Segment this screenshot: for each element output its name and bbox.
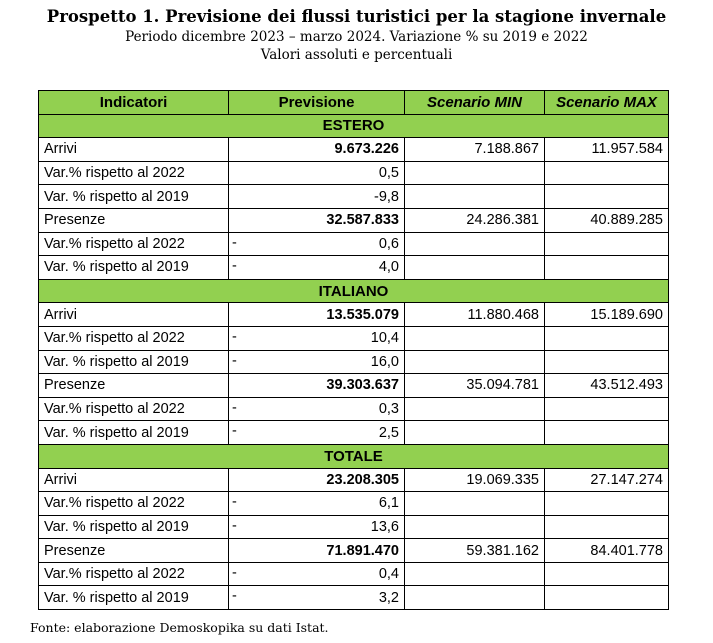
table-row (39, 492, 669, 516)
header-previsione: Previsione (229, 91, 405, 115)
indicator-label: Var. % rispetto al 2019 (39, 586, 229, 610)
scenario-max-value (545, 397, 669, 421)
previsione-value: 0,4 (378, 566, 399, 583)
source-note: Fonte: elaborazione Demoskopika su dati Istat. (30, 620, 329, 635)
previsione-cell (229, 374, 405, 398)
header-scenario-min: Scenario MIN (405, 91, 545, 115)
indicator-label: Arrivi (39, 138, 229, 162)
table-row (39, 208, 669, 232)
previsione-value: 39.303.637 (326, 377, 399, 394)
previsione-cell (229, 562, 405, 586)
table-row (39, 350, 669, 374)
previsione-cell (229, 586, 405, 610)
dash-mark: - (232, 234, 237, 251)
previsione-value: 71.891.470 (326, 542, 399, 559)
section-title: TOTALE (39, 444, 669, 468)
scenario-max-value (545, 562, 669, 586)
previsione-cell (229, 208, 405, 232)
scenario-max-value: 27.147.274 (545, 468, 669, 492)
previsione-cell (229, 303, 405, 327)
indicator-label: Var.% rispetto al 2022 (39, 232, 229, 256)
scenario-max-value (545, 161, 669, 185)
scenario-max-value: 40.889.285 (545, 208, 669, 232)
dash-mark: - (232, 517, 237, 534)
scenario-max-value: 15.189.690 (545, 303, 669, 327)
page-title: Prospetto 1. Previsione dei flussi turistici per la stagione invernale (46, 7, 667, 26)
previsione-cell (229, 256, 405, 280)
scenario-max-value (545, 421, 669, 445)
scenario-max-value (545, 326, 669, 350)
header-indicatori: Indicatori (39, 91, 229, 115)
table-row (39, 326, 669, 350)
scenario-min-value: 24.286.381 (405, 208, 545, 232)
table-row (39, 586, 669, 610)
section-row-totale (39, 444, 669, 468)
indicator-label: Var.% rispetto al 2022 (39, 562, 229, 586)
previsione-cell (229, 161, 405, 185)
indicator-label: Var. % rispetto al 2019 (39, 256, 229, 280)
header-row (39, 91, 669, 115)
scenario-max-value (545, 350, 669, 374)
table-body (39, 114, 669, 609)
indicator-label: Presenze (39, 539, 229, 563)
table-row (39, 468, 669, 492)
indicator-label: Var.% rispetto al 2022 (39, 326, 229, 350)
dash-mark: - (232, 423, 237, 440)
previsione-value: 4,0 (378, 259, 399, 276)
indicator-label: Var.% rispetto al 2022 (39, 161, 229, 185)
indicator-label: Var. % rispetto al 2019 (39, 515, 229, 539)
table-row (39, 421, 669, 445)
scenario-min-value (405, 515, 545, 539)
scenario-min-value (405, 397, 545, 421)
previsione-value: 3,2 (378, 589, 399, 606)
scenario-min-value: 35.094.781 (405, 374, 545, 398)
previsione-value: 32.587.833 (326, 212, 399, 229)
scenario-min-value (405, 326, 545, 350)
page-subtitle-2: Valori assoluti e percentuali (260, 47, 453, 63)
previsione-cell (229, 515, 405, 539)
scenario-max-value (545, 256, 669, 280)
indicator-label: Var. % rispetto al 2019 (39, 185, 229, 209)
scenario-min-value (405, 161, 545, 185)
scenario-max-value: 43.512.493 (545, 374, 669, 398)
dash-mark: - (232, 494, 237, 511)
scenario-min-value (405, 256, 545, 280)
previsione-value: 13.535.079 (326, 306, 399, 323)
indicator-label: Var. % rispetto al 2019 (39, 350, 229, 374)
scenario-max-value: 84.401.778 (545, 539, 669, 563)
indicator-label: Presenze (39, 374, 229, 398)
scenario-max-value (545, 515, 669, 539)
scenario-min-value (405, 185, 545, 209)
indicator-label: Arrivi (39, 468, 229, 492)
dash-mark: - (232, 258, 237, 275)
scenario-min-value: 11.880.468 (405, 303, 545, 327)
scenario-min-value (405, 492, 545, 516)
previsione-cell (229, 492, 405, 516)
table-row (39, 374, 669, 398)
previsione-value: 16,0 (370, 353, 399, 370)
scenario-min-value (405, 421, 545, 445)
scenario-max-value (545, 185, 669, 209)
forecast-table (38, 90, 669, 610)
table-row (39, 256, 669, 280)
section-row-estero (39, 114, 669, 138)
previsione-value: 0,6 (378, 235, 399, 252)
indicator-label: Var. % rispetto al 2019 (39, 421, 229, 445)
dash-mark: - (232, 328, 237, 345)
table-row (39, 303, 669, 327)
table-row (39, 515, 669, 539)
table-row (39, 397, 669, 421)
indicator-label: Var.% rispetto al 2022 (39, 492, 229, 516)
previsione-value: 6,1 (378, 495, 399, 512)
scenario-min-value (405, 586, 545, 610)
indicator-label: Presenze (39, 208, 229, 232)
previsione-cell (229, 397, 405, 421)
dash-mark: - (232, 564, 237, 581)
scenario-min-value (405, 232, 545, 256)
previsione-cell (229, 185, 405, 209)
scenario-min-value: 7.188.867 (405, 138, 545, 162)
scenario-min-value: 19.069.335 (405, 468, 545, 492)
scenario-min-value (405, 350, 545, 374)
indicator-label: Arrivi (39, 303, 229, 327)
dash-mark: - (232, 588, 237, 605)
section-title: ESTERO (39, 114, 669, 138)
title-block (0, 6, 713, 64)
header-scenario-max: Scenario MAX (545, 91, 669, 115)
previsione-cell (229, 138, 405, 162)
table-row (39, 161, 669, 185)
scenario-max-value: 11.957.584 (545, 138, 669, 162)
table-row (39, 138, 669, 162)
section-row-italiano (39, 279, 669, 303)
previsione-value: -9,8 (374, 188, 399, 205)
previsione-value: 0,3 (378, 401, 399, 418)
previsione-cell (229, 326, 405, 350)
previsione-value: 0,5 (378, 165, 399, 182)
previsione-cell (229, 421, 405, 445)
previsione-value: 10,4 (370, 330, 399, 347)
scenario-max-value (545, 492, 669, 516)
previsione-value: 9.673.226 (334, 141, 399, 158)
previsione-cell (229, 350, 405, 374)
previsione-value: 13,6 (370, 518, 399, 535)
indicator-label: Var.% rispetto al 2022 (39, 397, 229, 421)
page-subtitle: Periodo dicembre 2023 – marzo 2024. Variazione % su 2019 e 2022 (125, 29, 588, 45)
scenario-min-value (405, 562, 545, 586)
previsione-value: 23.208.305 (326, 471, 399, 488)
table-row (39, 562, 669, 586)
table-row (39, 539, 669, 563)
scenario-max-value (545, 586, 669, 610)
table-row (39, 232, 669, 256)
section-title: ITALIANO (39, 279, 669, 303)
scenario-min-value: 59.381.162 (405, 539, 545, 563)
dash-mark: - (232, 399, 237, 416)
dash-mark: - (232, 352, 237, 369)
previsione-cell (229, 539, 405, 563)
previsione-cell (229, 232, 405, 256)
previsione-value: 2,5 (378, 424, 399, 441)
table-row (39, 185, 669, 209)
previsione-cell (229, 468, 405, 492)
scenario-max-value (545, 232, 669, 256)
